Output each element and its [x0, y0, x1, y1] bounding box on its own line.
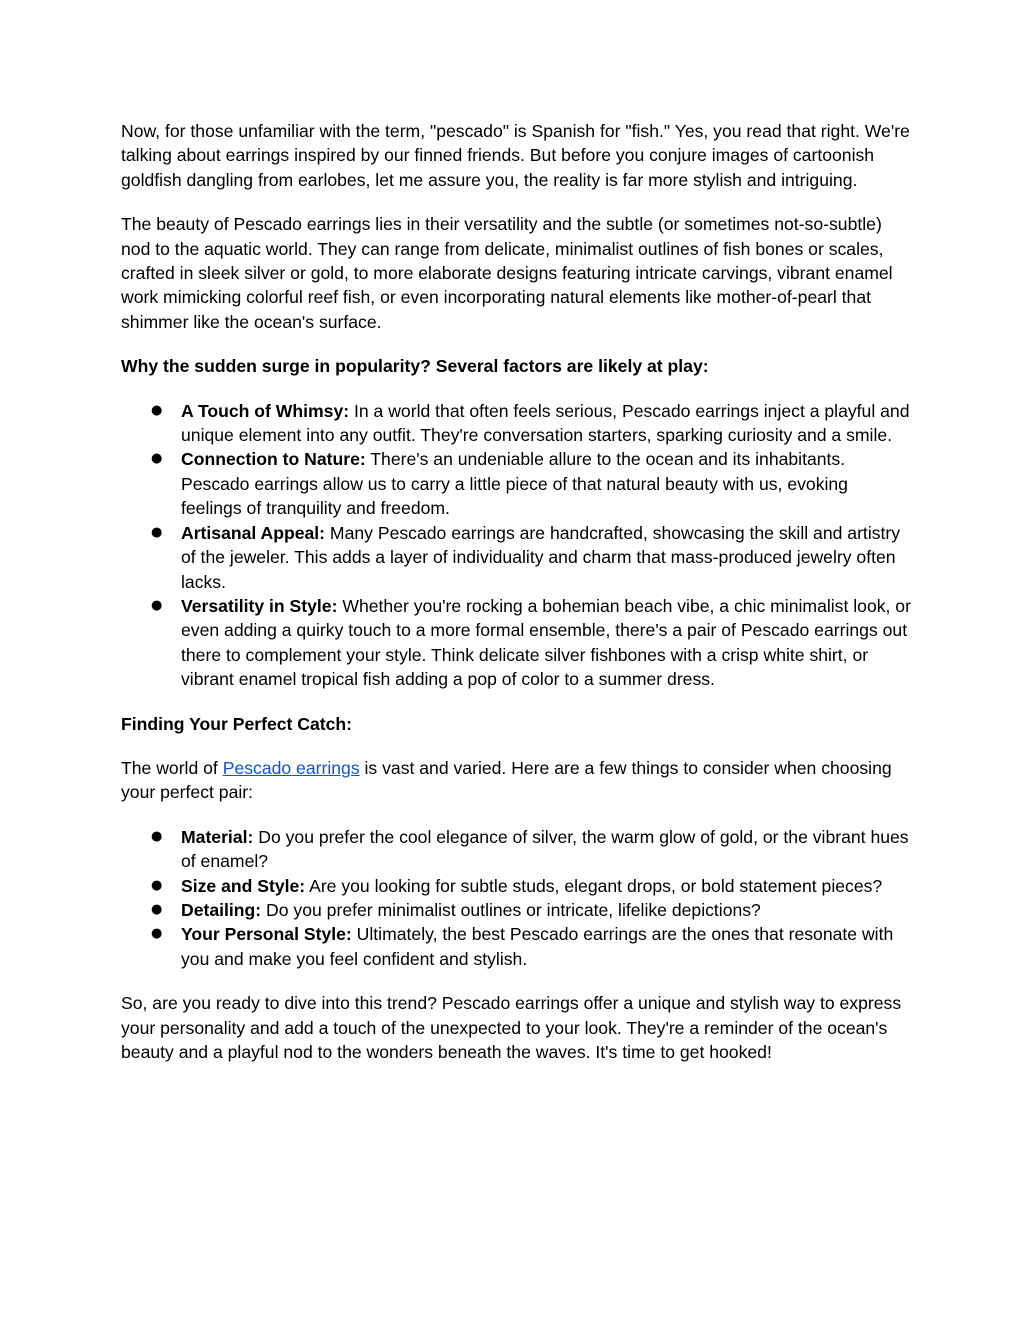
list-item-text: In a world that often feels serious, Pescado earrings inject a playful and unique element into any outfit. They're conversation starters, sparking curiosity and a smile. [181, 400, 910, 446]
pescado-earrings-link[interactable]: Pescado earrings [222, 757, 360, 778]
document-body [121, 119, 911, 1064]
list-item-term: Connection to Nature: [181, 449, 366, 470]
list-item-text: Many Pescado earrings are handcrafted, showcasing the skill and artistry of the jeweler. This adds a layer of individuality and charm that mass-produced jewelry often lacks. [181, 522, 901, 592]
bullet-icon: ● [151, 402, 163, 418]
factors-list [121, 399, 911, 692]
list-item [121, 898, 911, 922]
bullet-icon: ● [151, 828, 163, 844]
list-item [121, 399, 911, 448]
world-text-before: The world of [121, 757, 223, 778]
closing-paragraph: So, are you ready to dive into this trend? Pescado earrings offer a unique and stylish way to express your personality and add a touch of the unexpected to your look. They're a reminder of the ocean's beauty and a playful nod to the wonders beneath the waves. It's time to get hooked! [121, 993, 902, 1062]
bullet-icon: ● [151, 597, 163, 613]
world-paragraph [121, 756, 911, 805]
list-item [121, 521, 911, 594]
list-item-term: A Touch of Whimsy: [181, 400, 350, 421]
heading-popularity: Why the sudden surge in popularity? Several factors are likely at play: [121, 356, 709, 377]
list-item [121, 825, 911, 874]
list-item-term: Artisanal Appeal: [181, 522, 326, 543]
list-item [121, 874, 911, 898]
list-item-text: Ultimately, the best Pescado earrings are the ones that resonate with you and make you feel confident and stylish. [181, 924, 894, 969]
list-item [121, 447, 911, 520]
bullet-icon: ● [151, 524, 163, 540]
list-item-term: Material: [181, 826, 254, 847]
list-item [121, 922, 911, 971]
list-item-text: There's an undeniable allure to the ocean and its inhabitants. Pescado earrings allow us to carry a little piece of that natural beauty with us, evoking feelings of tranquility and freedom. [181, 449, 848, 519]
list-item-text: Are you looking for subtle studs, elegant drops, or bold statement pieces? [305, 875, 883, 896]
list-item-text: Do you prefer minimalist outlines or intricate, lifelike depictions? [261, 899, 761, 920]
list-item [121, 594, 911, 692]
bullet-icon: ● [151, 451, 163, 467]
intro-paragraph-1: Now, for those unfamiliar with the term, "pescado" is Spanish for "fish." Yes, you read that right. We're talking about earrings inspired by our finned friends. But before you conjure images of cartoonish goldfish dangling from earlobes, let me assure you, the reality is far more stylish and intriguing. [121, 121, 910, 190]
world-text-after: is vast and varied. Here are a few things to consider when choosing your perfect pair: [121, 757, 892, 803]
list-item-term: Versatility in Style: [181, 595, 338, 616]
list-item-term: Size and Style: [181, 875, 306, 896]
intro-paragraph-2: The beauty of Pescado earrings lies in their versatility and the subtle (or sometimes not-so-subtle) nod to the aquatic world. They can range from delicate, minimalist outlines of fish bones or scales, crafted in sleek silver or gold, to more elaborate designs featuring intricate carvings, vibrant enamel work mimicking colorful reef fish, or even incorporating natural elements like mother-of-pearl that shimmer like the ocean's surface. [121, 214, 893, 332]
list-item-text: Whether you're rocking a bohemian beach vibe, a chic minimalist look, or even adding a quirky touch to a more formal ensemble, there's a pair of Pescado earrings out there to complement your style. Think delicate silver fishbones with a crisp white shirt, or vibrant enamel tropical fish adding a pop of color to a summer dress. [181, 595, 911, 690]
list-item-term: Detailing: [181, 899, 262, 920]
list-item-text: Do you prefer the cool elegance of silver, the warm glow of gold, or the vibrant hues of enamel? [181, 826, 909, 872]
heading-perfect-catch: Finding Your Perfect Catch: [121, 713, 353, 734]
list-item-term: Your Personal Style: [181, 924, 352, 945]
bullet-icon: ● [151, 926, 163, 942]
bullet-icon: ● [151, 901, 163, 917]
bullet-icon: ● [151, 877, 163, 893]
considerations-list [121, 825, 911, 971]
